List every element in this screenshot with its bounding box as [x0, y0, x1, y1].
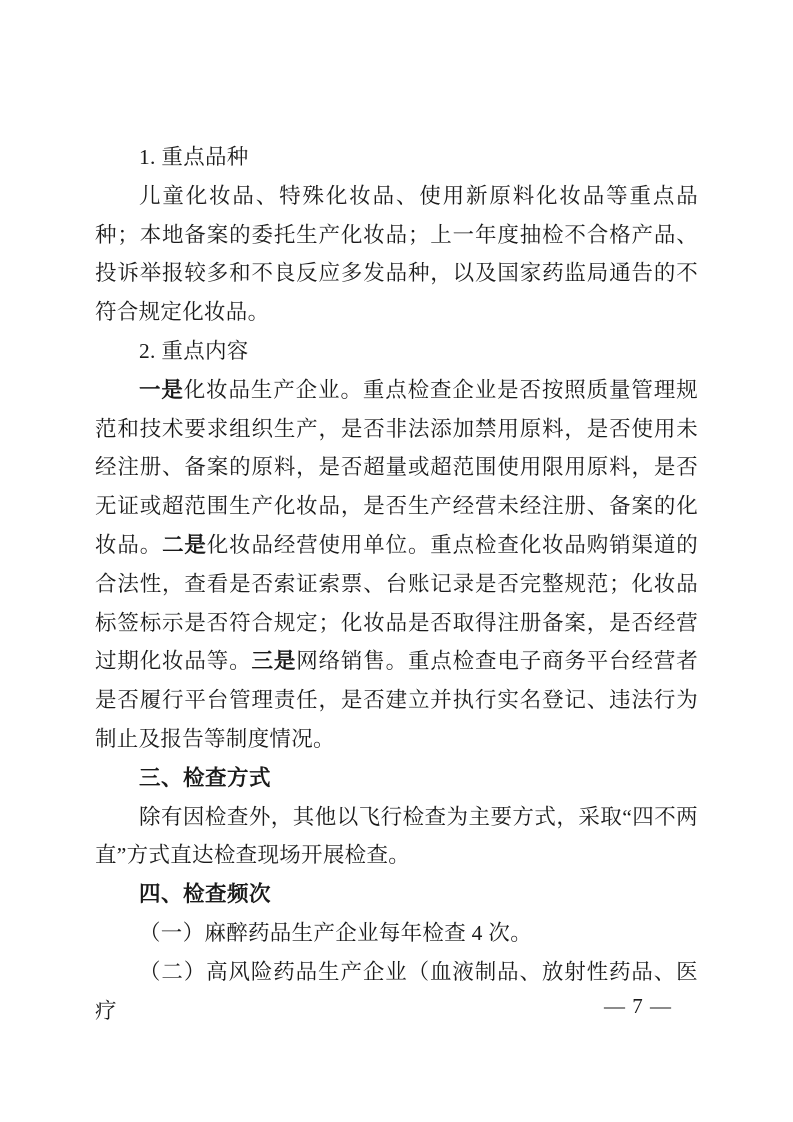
text-run: 化妆品生产企业。重点检查企业是否按照质量管理规范和技术要求组织生产，是否非法添加禁用原料，是否使用未经注册、备案的原料，是否超量或超范围使用限用原料，是否无证或超范围生产化妆品，是否生产经营未经注册、备案的化妆品。 — [95, 377, 698, 557]
bold-text-run: 二是 — [162, 532, 207, 557]
text-run: 2. 重点内容 — [139, 338, 249, 363]
paragraph — [95, 914, 698, 953]
page-number: — 7 — — [604, 994, 672, 1018]
text-run: 除有因检查外，其他以飞行检查为主要方式，采取“四不两直”方式直达检查现场开展检查。 — [95, 804, 698, 868]
text-run: 网络销售。重点检查电子商务平台经营者是否履行平台管理责任，是否建立并执行实名登记、违法行为制止及报告等制度情况。 — [95, 649, 699, 751]
bold-text-run: 一是 — [139, 377, 184, 402]
paragraph — [95, 332, 698, 371]
section-heading — [95, 875, 698, 914]
section-heading — [95, 759, 698, 798]
paragraph — [95, 371, 698, 759]
text-run: 儿童化妆品、特殊化妆品、使用新原料化妆品等重点品种；本地备案的委托生产化妆品；上一年度抽检不合格产品、投诉举报较多和不良反应多发品种，以及国家药监局通告的不符合规定化妆品。 — [95, 183, 698, 325]
paragraph — [95, 138, 698, 177]
text-run: 四、检查频次 — [139, 882, 272, 907]
text-run: （一）麻醉药品生产企业每年检查 4 次。 — [139, 920, 533, 945]
text-run: 三、检查方式 — [139, 765, 272, 790]
text-run: 1. 重点品种 — [139, 145, 249, 169]
text-run: （二）高风险药品生产企业（血液制品、放射性药品、医疗 — [95, 959, 698, 1023]
bold-text-run: 三是 — [251, 649, 297, 674]
paragraph — [95, 798, 698, 876]
paragraph — [95, 177, 698, 332]
text-run: 化妆品经营使用单位。重点检查化妆品购销渠道的合法性，查看是否索证索票、台账记录是否完整规范；化妆品标签标示是否符合规定；化妆品是否取得注册备案，是否经营过期化妆品等。 — [95, 532, 698, 674]
document-body — [95, 138, 698, 1030]
